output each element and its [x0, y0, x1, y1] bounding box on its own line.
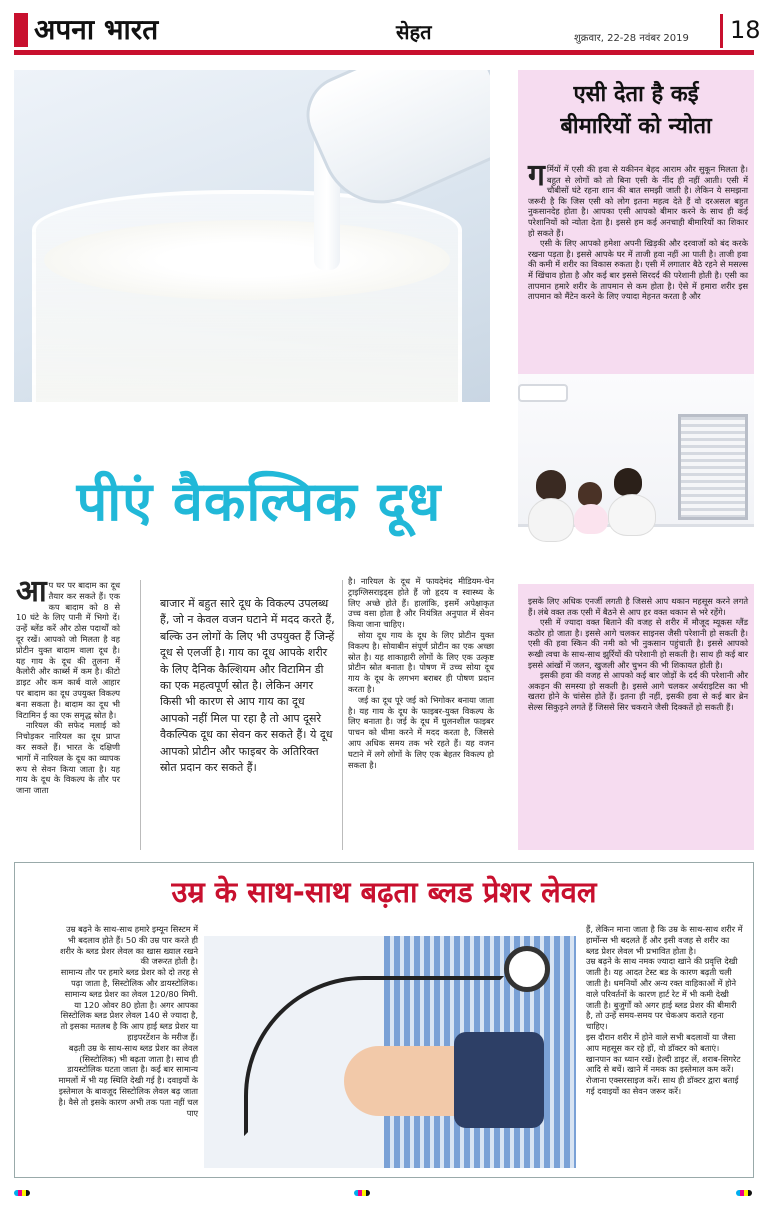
ac-article-title	[518, 78, 754, 142]
bp-gauge	[504, 946, 550, 992]
bp-left-para2: सामान्य तौर पर हमारे ब्लड प्रेशर को दो तरह से पढ़ा जाता है, सिस्टोलिक और डायस्टोलिक। सामान्य ब्लड प्रेशर का लेवल 120/80 मिमी. या 120 ओवर 80 होता है। अगर आपका सिस्टोलिक ब्लड प्रेशर लेवल 140 से ज्यादा है, तो इसका मतलब है कि आप हाई ब्लड प्रेशर या हाइपरटेंशन के मरीज हैं।	[60, 967, 198, 1042]
ac-article-body-bottom	[528, 596, 748, 713]
blood-pressure-photo	[204, 936, 576, 1168]
bp-right-para3: इस दौरान शरीर में होने वाले सभी बदलावों या जैसा आप महसूस कर रहे हों, वो डॉक्टर को बताएं। खानपान का ध्यान रखें। हेल्दी डाइट लें, शराब-सिगरेट आदि से बचें। खाने में नमक का इस्तेमाल कम करें। रोजाना एक्सरसाइज करें। साथ ही डॉक्टर द्वारा बताई गई दवाइयों का सेवन जरूर करें।	[586, 1031, 741, 1096]
column-divider	[140, 580, 141, 850]
ac-article-body-top	[528, 158, 748, 302]
milk-column-2	[160, 596, 336, 776]
bp-tube	[244, 976, 504, 1136]
ac-dropcap: ग	[528, 158, 545, 193]
ac-para-4: एसी में ज्यादा वक्त बिताने की वजह से शरीर में मौजूद म्यूकस ग्लैंड कठोर हो जाता है। इससे आगे चलकर साइनस जैसी परेशानी हो सकती है। एसी की हवा स्किन की नमी को भी नुकसान पहुंचाती है। इससे आपको रूखी त्वचा के साथ-साथ झुर्रियों की परेशानी हो सकती है। साथ ही कई बार इससे आंखों में जलन, खुजली और चुभन की भी शिकायत होती है।	[528, 617, 748, 670]
milk-headline: पीएं वैकल्पिक दूध	[76, 470, 442, 533]
milk-col3-para3: जई का दूध पूरे जई को भिगोकर बनाया जाता है। यह गाय के दूध के फाइबर-युक्त विकल्प के लिए बनाता है। जई के दूध में घुलनशील फाइबर पाचन को धीमा करने में मदद करता है, जिससे आप अधिक समय तक भरे रहते हैं। यह वजन घटाने में लगे लोगों के लिए एक बेहतर विकल्प हो सकता है।	[348, 694, 494, 770]
father-head	[614, 468, 642, 496]
column-divider	[342, 580, 343, 850]
section-name: सेहत	[396, 20, 432, 44]
ac-para-2: एसी के लिए आपको हमेशा अपनी खिड़की और दरवाजों को बंद करके रखना पड़ता है। इससे आपके घर में ताजी हवा नहीं आ पाती है। ताजी हवा की कमी में शरीर का विकास रुकता है। एसी में लगातार बैठे रहने से मसल्स में खिंचाव होता है और कई बार इससे सिरदर्द की परेशानी होती है। एसी का तापमान हमारे शरीर के तापमान से कम होता है। ऐसे में हमारा शरीर इस तापमान को मैंटेन करने के लिए ज्यादा मेहनत करता है और	[528, 238, 748, 302]
milk-column-3	[348, 576, 494, 770]
bp-right-column	[586, 924, 744, 1097]
print-registration-mark	[14, 1190, 30, 1196]
mother-body	[528, 498, 574, 542]
window-ac-unit	[678, 414, 748, 520]
page-number-divider	[720, 14, 723, 48]
masthead-red-block	[14, 13, 28, 47]
publication-name: अपना भारत	[34, 13, 159, 46]
dateline: शुक्रवार, 22-28 नवंबर 2019	[574, 33, 689, 44]
milk-col3-para2: सोया दूध गाय के दूध के लिए प्रोटीन युक्त विकल्प है। सोयाबीन संपूर्ण प्रोटीन का एक अच्छा स्रोत है। यह शाकाहारी लोगों के लिए एक उत्कृष्ट प्रोटीन स्रोत बनाता है। पोषण में उच्च सोया दूध गाय के दूध के लगभग बराबर ही पोषण प्रदान करता है।	[348, 629, 494, 694]
milk-col1-para1	[16, 574, 120, 720]
bp-left-para3: बढ़ती उम्र के साथ-साथ ब्लड प्रेशर का लेवल (सिस्टोलिक) भी बढ़ता जाता है। साथ ही डायस्टोलिक घटता जाता है। कई बार सामान्य मामलों में भी यह स्थिति देखी गई है। दवाइयों के इस्तेमाल के बावजूद सिस्टोलिक लेवल बढ़ जाता है। वैसे तो इसके कारण अभी तक पता नहीं चल पाए	[58, 1042, 198, 1118]
ac-para-3: इसके लिए अधिक एनर्जी लगती है जिससे आप थकान महसूस करने लगते हैं। लंबे वक्त तक एसी में बैठने से आप हर वक्त थकान से भरे रहेंगे।	[528, 596, 748, 617]
bp-left-para1: उम्र बढ़ने के साथ-साथ हमारे इम्यून सिस्टम में भी बदलाव होते हैं। 50 की उम्र पार करते ही शरीर के ब्लड प्रेशर लेवल का खास ख्याल रखने की जरूरत होती है।	[59, 924, 198, 967]
page-number: 18	[730, 16, 761, 44]
family-ac-photo	[518, 374, 754, 584]
ac-para-5: इसकी हवा की वजह से आपको कई बार जोड़ों के दर्द की परेशानी और अकड़न की समस्या हो सकती है। इससे आगे चलकर अर्थराइटिस का भी खतरा होने के चांसेस होते हैं। इतना ही नहीं, इसकी हवा से कई बार ब्रेन सेल्स सिकुड़ने लगते हैं जिससे सिर चकराने जैसी दिक्कतें हो सकती हैं।	[528, 670, 748, 712]
ac-para-1-text: र्मियों में एसी की हवा से यकीनन बेहद आराम और सुकून मिलता है। बहुत से लोगों को तो बिना एसी के नींद ही नहीं आती। एसी में चौबीसों घंटे रहना शान की बात समझी जाती है। लेकिन ये समझना जरूरी है कि जिस एसी को लोग इतना महत्व देते हैं वो दरअसल बहुत नुकसानदेह होता है। आपका एसी आपको बीमार करने के साथ ही कई परेशानियों को न्योता देता है। इससे हम कई अनचाही बीमारियों का शिकार हो सकते हैं।	[528, 164, 748, 238]
milk-surface	[44, 220, 450, 300]
print-registration-mark	[736, 1190, 752, 1196]
split-ac-unit	[518, 384, 568, 402]
milk-glass-photo	[14, 70, 490, 402]
child-head	[578, 482, 602, 506]
milk-col2-para1: बाजार में बहुत सारे दूध के विकल्प उपलब्ध हैं, जो न केवल वजन घटाने में मदद करते हैं, बल्कि उन लोगों के लिए भी उपयुक्त हैं जिन्हें दूध से एलर्जी है। गाय का दूध आपके शरीर के लिए दैनिक कैल्शियम और विटामिन डी का एक महत्वपूर्ण स्रोत है। लेकिन अगर किसी भी कारण से आप गाय का दूध आपको नहीं मिल पा रहा है तो आप दूसरे वैकल्पिक दूध का सेवन कर सकते हैं। ये दूध आपको प्रोटीन और फाइबर के अतिरिक्त स्रोत प्रदान कर सकते हैं।	[160, 597, 335, 775]
ac-para-1	[528, 158, 748, 238]
ac-title-line2: बीमारियों को न्योता	[560, 113, 712, 139]
ac-title-line1: एसी देता है कई	[573, 81, 699, 107]
milk-col1-para2: नारियल की सफेद मलाई को निचोड़कर नारियल का दूध प्राप्त कर सकते हैं। भारत के दक्षिणी भागों में नारियल के दूध का व्यापक रूप से सेवन किया जाता है। यह गाय के दूध के विकल्प के तौर पर जाना जाता	[16, 720, 120, 796]
bp-headline: उम्र के साथ-साथ बढ़ता ब्लड प्रेशर लेवल	[171, 875, 597, 909]
milk-col3-para1: है। नारियल के दूध में फायदेमंद मीडियम-चेन ट्राइग्लिसराइड्स होते हैं जो हृदय व स्वास्थ्य के लिए अच्छे होते हैं। हालांकि, इसमें अपेक्षाकृत उच्च वसा होता है और नियंत्रित अनुपात में सेवन किया जाना चाहिए।	[348, 576, 494, 630]
milk-col1-para1-text: प घर पर बादाम का दूध तैयार कर सकते हैं। एक कप बादाम को 8 से 10 घंटे के लिए पानी में भिगो दें। उन्हें ब्लेंड करें और ठोस पदार्थों को दूर रखें। आपको जो मिलता है वह प्रोटीन युक्त बादाम वाला दूध है। यह गाय के दूध की तुलना में कैलोरी और कार्ब्स में कम है। कीटो डाइट और कम कार्ब वाले आहार पर बादाम का दूध उपयुक्त विकल्प बना सकता है। बादाम का दूध भी विटामिन ई का एक समृद्ध स्रोत है।	[16, 580, 120, 720]
bp-right-para2: उम्र बढ़ने के साथ नमक ज्यादा खाने की प्रवृत्ति देखी जाती है। यह आदत टेस्ट बड के कारण बढ़ती चली जाती है। धमनियों और अन्य रक्त वाहिकाओं में होने वाले परिवर्तनों के कारण हार्ट रेट में भी कमी देखी जाती है। बुजुर्गों को अगर हाई ब्लड प्रेशर की बीमारी है, तो उन्हें समय-समय पर चेकअप कराते रहना चाहिए।	[586, 956, 738, 1032]
header-rule	[14, 50, 754, 55]
milk-column-1	[16, 574, 120, 796]
father-body	[608, 494, 656, 536]
child-body	[574, 504, 608, 534]
milk-dropcap: आ	[16, 574, 47, 609]
print-registration-mark	[354, 1190, 370, 1196]
bp-left-column	[58, 924, 198, 1118]
bp-right-para1: हैं, लेकिन माना जाता है कि उम्र के साथ-साथ शरीर में हार्मोन्स भी बदलते हैं और इसी वजह से शरीर का ब्लड प्रेशर लेवल भी प्रभावित होता है।	[586, 924, 743, 956]
mother-head	[536, 470, 566, 500]
